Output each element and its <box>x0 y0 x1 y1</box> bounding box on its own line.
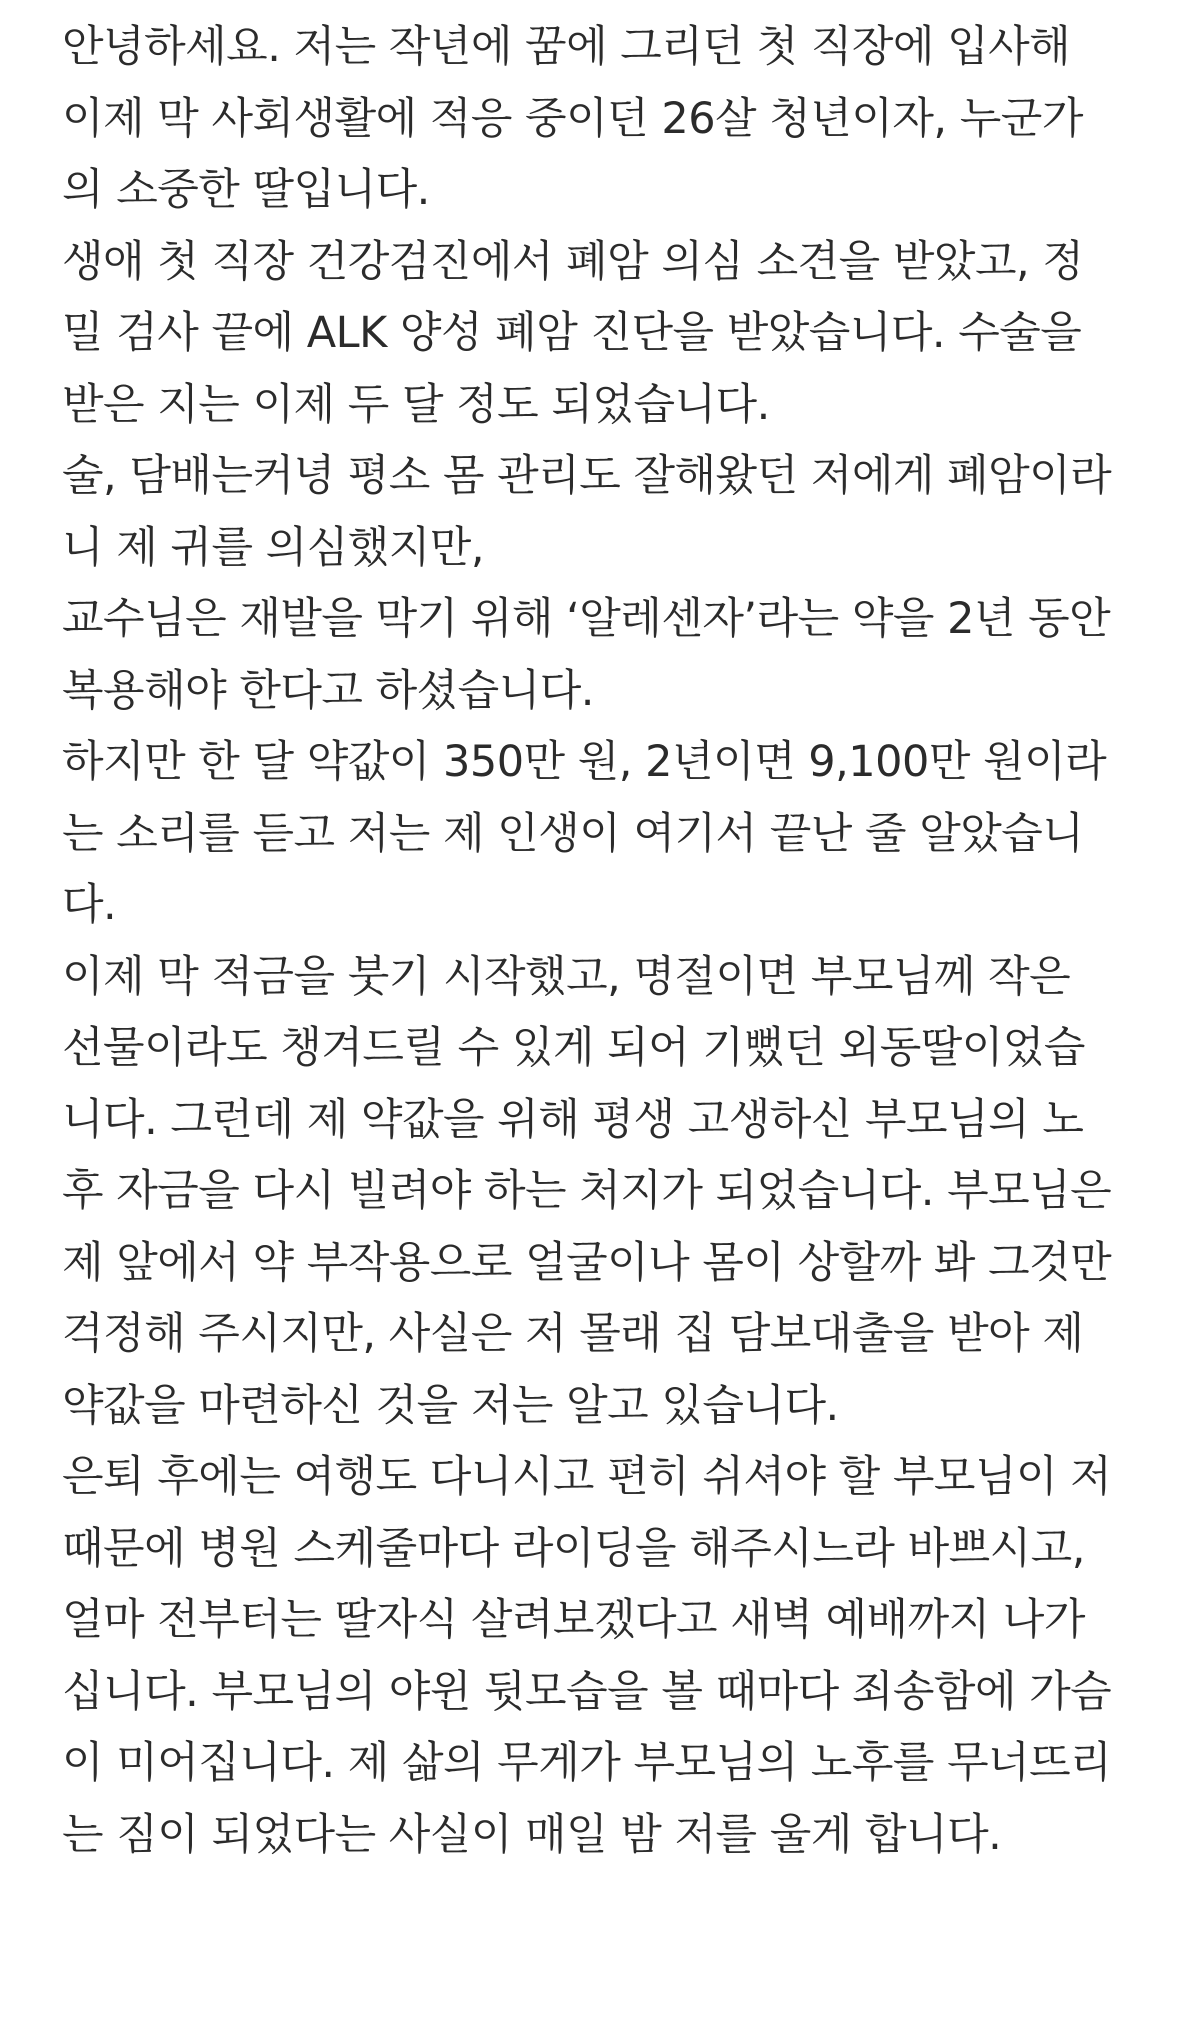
text-line: 이제 막 사회생활에 적응 중이던 26살 청년이자, 누군가 <box>62 93 1083 144</box>
text-line: 이 미어집니다. 제 삶의 무게가 부모님의 노후를 무너뜨리 <box>62 1738 1112 1788</box>
text-line: 의 소중한 딸입니다. <box>62 165 430 215</box>
text-line: 교수님은 재발을 막기 위해 ‘알레센자’라는 약을 2년 동안 <box>62 594 1111 644</box>
text-line: 받은 지는 이제 두 달 정도 되었습니다. <box>62 379 770 430</box>
text-line: 제 앞에서 약 부작용으로 얼굴이나 몸이 상할까 봐 그것만 <box>62 1237 1112 1288</box>
text-line: 십니다. 부모님의 야윈 뒷모습을 볼 때마다 죄송함에 가슴 <box>62 1666 1112 1717</box>
text-line: 하지만 한 달 약값이 350만 원, 2년이면 9,100만 원이라 <box>62 737 1107 787</box>
text-line: 는 소리를 듣고 저는 제 인생이 여기서 끝난 줄 알았습니 <box>62 808 1084 859</box>
text-line: 은퇴 후에는 여행도 다니시고 편히 쉬셔야 할 부모님이 저 <box>62 1452 1112 1502</box>
text-line: 는 짐이 되었다는 사실이 매일 밤 저를 울게 합니다. <box>62 1809 1002 1860</box>
article-body <box>62 12 1162 1871</box>
text-line: 이제 막 적금을 붓기 시작했고, 명절이면 부모님께 작은 <box>62 951 1071 1002</box>
text-line: 다. <box>62 880 117 930</box>
text-line: 후 자금을 다시 빌려야 하는 처지가 되었습니다. 부모님은 <box>62 1166 1112 1216</box>
text-line: 때문에 병원 스케줄마다 라이딩을 해주시느라 바쁘시고, <box>62 1523 1085 1574</box>
text-line: 약값을 마련하신 것을 저는 알고 있습니다. <box>62 1380 839 1431</box>
text-line: 선물이라도 챙겨드릴 수 있게 되어 기뻤던 외동딸이었습 <box>62 1023 1085 1073</box>
text-line: 니 제 귀를 의심했지만, <box>62 522 485 573</box>
text-line: 술, 담배는커녕 평소 몸 관리도 잘해왔던 저에게 폐암이라 <box>62 451 1112 501</box>
text-line: 안녕하세요. 저는 작년에 꿈에 그리던 첫 직장에 입사해 <box>62 22 1071 72</box>
text-line: 니다. 그런데 제 약값을 위해 평생 고생하신 부모님의 노 <box>62 1094 1084 1145</box>
text-line: 얼마 전부터는 딸자식 살려보겠다고 새벽 예배까지 나가 <box>62 1595 1085 1645</box>
text-line: 생애 첫 직장 건강검진에서 폐암 의심 소견을 받았고, 정 <box>62 236 1084 287</box>
text-line: 걱정해 주시지만, 사실은 저 몰래 집 담보대출을 받아 제 <box>62 1309 1084 1359</box>
text-line: 밀 검사 끝에 ALK 양성 폐암 진단을 받았습니다. 수술을 <box>62 308 1082 358</box>
text-line: 복용해야 한다고 하셨습니다. <box>62 665 594 716</box>
